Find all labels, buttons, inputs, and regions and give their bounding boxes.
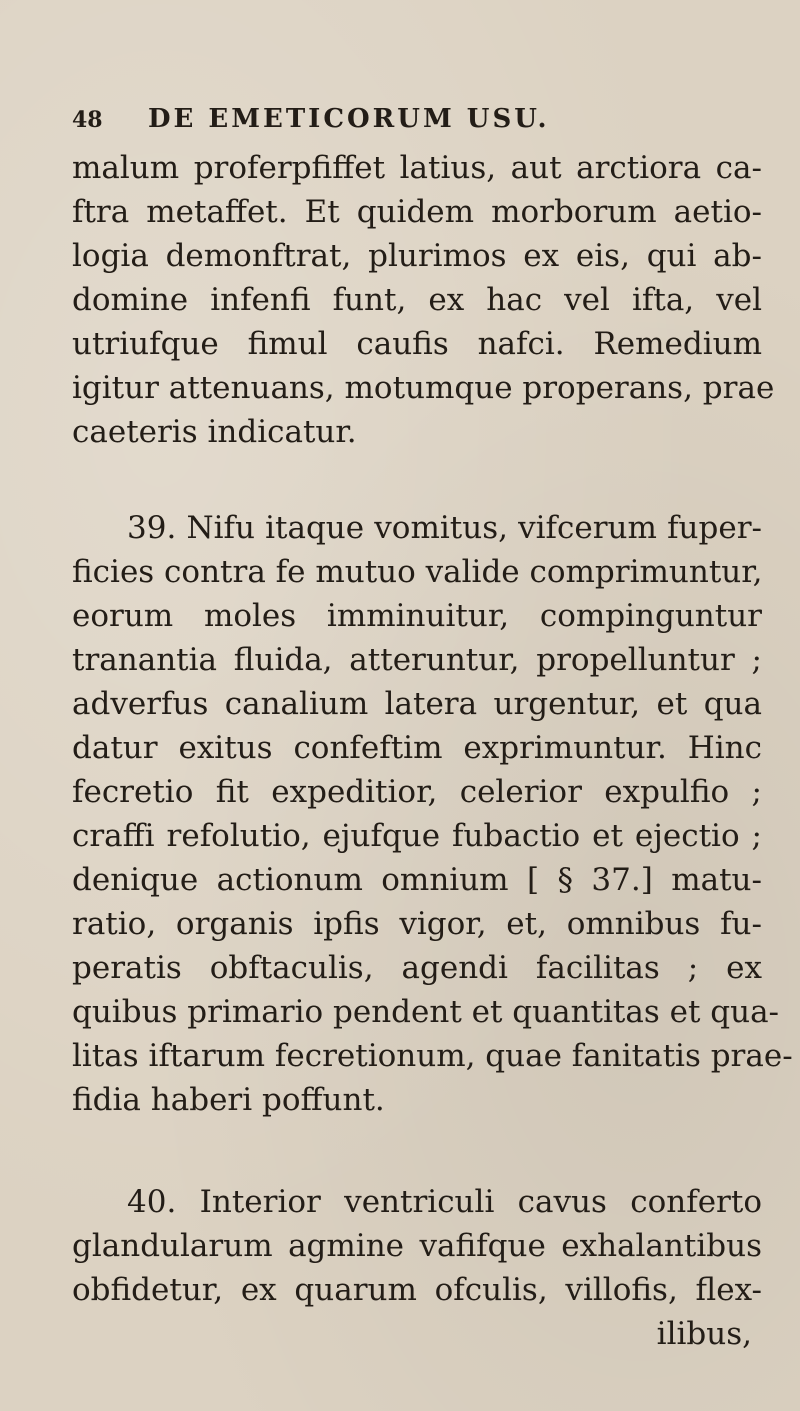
body-text bbox=[72, 146, 793, 1356]
paragraph-40 bbox=[72, 1180, 762, 1356]
text-line: igitur attenuans, motumque properans, prae bbox=[72, 370, 775, 406]
text-line: peratis obftaculis, agendi facilitas ; ex bbox=[72, 950, 762, 986]
paragraph-gap bbox=[72, 1122, 762, 1180]
text-line: caeteris indicatur. bbox=[72, 414, 357, 450]
text-line: fecretio fit expeditior, celerior expulfio ; bbox=[72, 774, 762, 810]
paragraph-38-end bbox=[72, 146, 775, 454]
text-line: domine infenfi funt, ex hac vel ifta, vel bbox=[72, 282, 762, 318]
text-line: fidia haberi poffunt. bbox=[72, 1082, 385, 1118]
text-line: 40. Interior ventriculi cavus conferto bbox=[127, 1184, 762, 1220]
text-line: adverfus canalium latera urgentur, et qua bbox=[72, 686, 762, 722]
text-line: tranantia fluida, atteruntur, propelluntur ; bbox=[72, 642, 762, 678]
text-line: utriufque fimul caufis nafci. Remedium bbox=[72, 326, 762, 362]
paragraph-39 bbox=[72, 506, 793, 1122]
text-line: ftra metaffet. Et quidem morborum aetio- bbox=[72, 194, 762, 230]
catchword-line: ilibus, bbox=[656, 1316, 752, 1352]
text-line: 39. Nifu itaque vomitus, vifcerum fuper- bbox=[127, 510, 762, 546]
text-line: malum proferpfiffet latius, aut arctiora ca- bbox=[72, 150, 762, 186]
text-line: litas iftarum fecretionum, quae fanitatis prae- bbox=[72, 1038, 793, 1074]
text-line: quibus primario pendent et quantitas et qua- bbox=[72, 994, 780, 1030]
text-line: logia demonftrat, plurimos ex eis, qui ab- bbox=[72, 238, 762, 274]
paragraph-gap bbox=[72, 454, 762, 506]
text-line: datur exitus confeftim exprimuntur. Hinc bbox=[72, 730, 762, 766]
text-line: craffi refolutio, ejufque fubactio et ejectio ; bbox=[72, 818, 762, 854]
text-line: denique actionum omnium [ § 37.] matu- bbox=[72, 862, 762, 898]
page-title: DE EMETICORUM USU. bbox=[148, 104, 550, 134]
running-head bbox=[72, 104, 772, 134]
text-line: obfidetur, ex quarum ofculis, villofis, flex- bbox=[72, 1272, 762, 1308]
text-line: ficies contra fe mutuo valide comprimuntur, bbox=[72, 554, 763, 590]
text-line: eorum moles imminuitur, compinguntur bbox=[72, 598, 762, 634]
page-number: 48 bbox=[72, 107, 103, 133]
text-line: ratio, organis ipfis vigor, et, omnibus fu- bbox=[72, 906, 762, 942]
text-line: glandularum agmine vafifque exhalantibus bbox=[72, 1228, 762, 1264]
